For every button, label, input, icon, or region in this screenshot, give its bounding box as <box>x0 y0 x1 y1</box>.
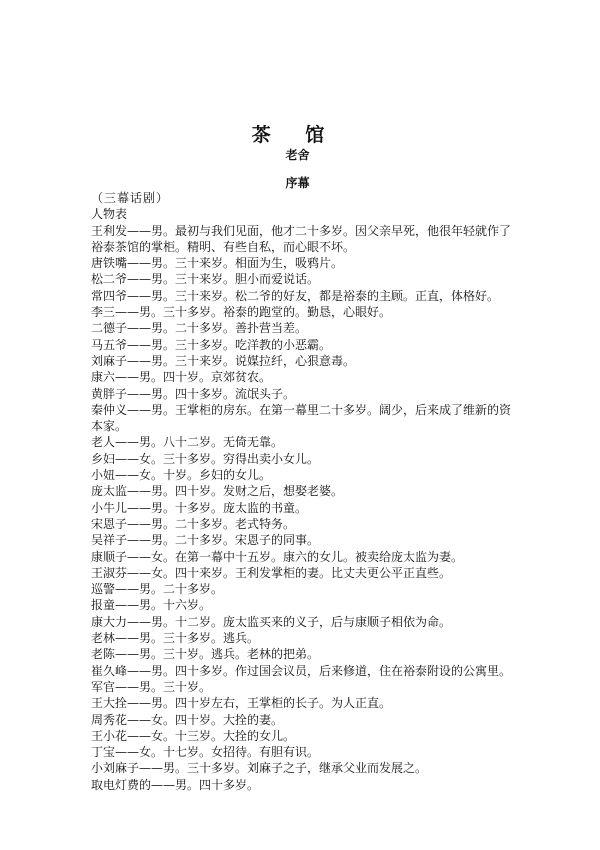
character-list-line: 老陈——男。三十岁。逃兵。老林的把弟。 <box>91 647 320 662</box>
character-list-line: 王淑芬——女。四十来岁。王利发掌柜的妻。比丈夫更公平正直些。 <box>91 565 452 580</box>
character-list-line: 康六——男。四十岁。京郊贫农。 <box>91 370 272 385</box>
character-list-heading: 人物表 <box>91 207 128 222</box>
character-list <box>91 223 521 793</box>
play-title: 茶 馆 <box>251 124 339 146</box>
character-list-line: 老林——男。三十多岁。逃兵。 <box>91 631 260 646</box>
character-list-line: 报童——男。十六岁。 <box>91 598 212 613</box>
character-list-line: 康顺子——女。在第一幕中十五岁。康六的女儿。被卖给庞太监为妻。 <box>91 549 464 564</box>
character-list-line: 秦仲义——男。王掌柜的房东。在第一幕里二十多岁。阔少，后来成了维新的资 <box>91 402 512 417</box>
character-list-line: 老人——男。八十二岁。无倚无靠。 <box>91 435 284 450</box>
character-list-line: 巡警——男。二十多岁。 <box>91 582 224 597</box>
character-list-line: 吴祥子——男。二十多岁。宋恩子的同事。 <box>91 533 320 548</box>
character-list-line: 李三——男。三十多岁。裕泰的跑堂的。勤恳，心眼好。 <box>91 305 392 320</box>
character-list-line: 裕泰茶馆的掌柜。精明、有些自私，而心眼不坏。 <box>91 239 356 254</box>
play-subtitle: （三幕话剧） <box>91 191 170 205</box>
character-list-line: 小刘麻子——男。三十多岁。刘麻子之子，继承父业而发展之。 <box>91 761 428 776</box>
character-list-line: 庞太监——男。四十岁。发财之后，想娶老婆。 <box>91 484 344 499</box>
character-list-line: 王利发——男。最初与我们见面，他才二十多岁。因父亲早死，他很年轻就作了 <box>91 223 512 238</box>
character-list-line: 小妞——女。十岁。乡妇的女儿。 <box>91 468 272 483</box>
character-list-line: 周秀花——女。四十岁。大拴的妻。 <box>91 712 284 727</box>
character-list-line: 常四爷——男。三十来岁。松二爷的好友，都是裕泰的主顾。正直，体格好。 <box>91 288 500 303</box>
character-list-line: 丁宝——女。十七岁。女招待。有胆有识。 <box>91 745 320 760</box>
character-list-line: 本家。 <box>91 419 128 434</box>
character-list-line: 黄胖子——男。四十多岁。流氓头子。 <box>91 386 296 401</box>
character-list-line: 松二爷——男。三十来岁。胆小而爱说话。 <box>91 272 320 287</box>
character-list-line: 军官——男。三十岁。 <box>91 679 212 694</box>
character-list-line: 小牛儿——男。十多岁。庞太监的书童。 <box>91 500 308 515</box>
character-list-line: 二德子——男。二十多岁。善扑营当差。 <box>91 321 308 336</box>
character-list-line: 崔久峰——男。四十多岁。作过国会议员，后来修道，住在裕泰附设的公寓里。 <box>91 663 512 678</box>
document-body <box>91 190 521 793</box>
character-list-line: 取电灯费的——男。四十多岁。 <box>91 777 260 792</box>
character-list-line: 马五爷——男。三十多岁。吃洋教的小恶霸。 <box>91 337 332 352</box>
character-list-line: 唐铁嘴——男。三十来岁。相面为生，吸鸦片。 <box>91 256 344 271</box>
section-heading: 序幕 <box>285 176 310 190</box>
character-list-line: 宋恩子——男。二十多岁。老式特务。 <box>91 516 296 531</box>
character-list-line: 王大拴——男。四十岁左右，王掌柜的长子。为人正直。 <box>91 696 392 711</box>
character-list-line: 乡妇——女。三十多岁。穷得出卖小女儿。 <box>91 451 320 466</box>
character-list-line: 王小花——女。十三岁。大拴的女儿。 <box>91 728 296 743</box>
author-name: 老舍 <box>285 148 310 162</box>
character-list-line: 刘麻子——男。三十来岁。说媒拉纤，心狠意毒。 <box>91 353 356 368</box>
character-list-line: 康大力——男。十二岁。庞太监买来的义子，后与康顺子相依为命。 <box>91 614 452 629</box>
